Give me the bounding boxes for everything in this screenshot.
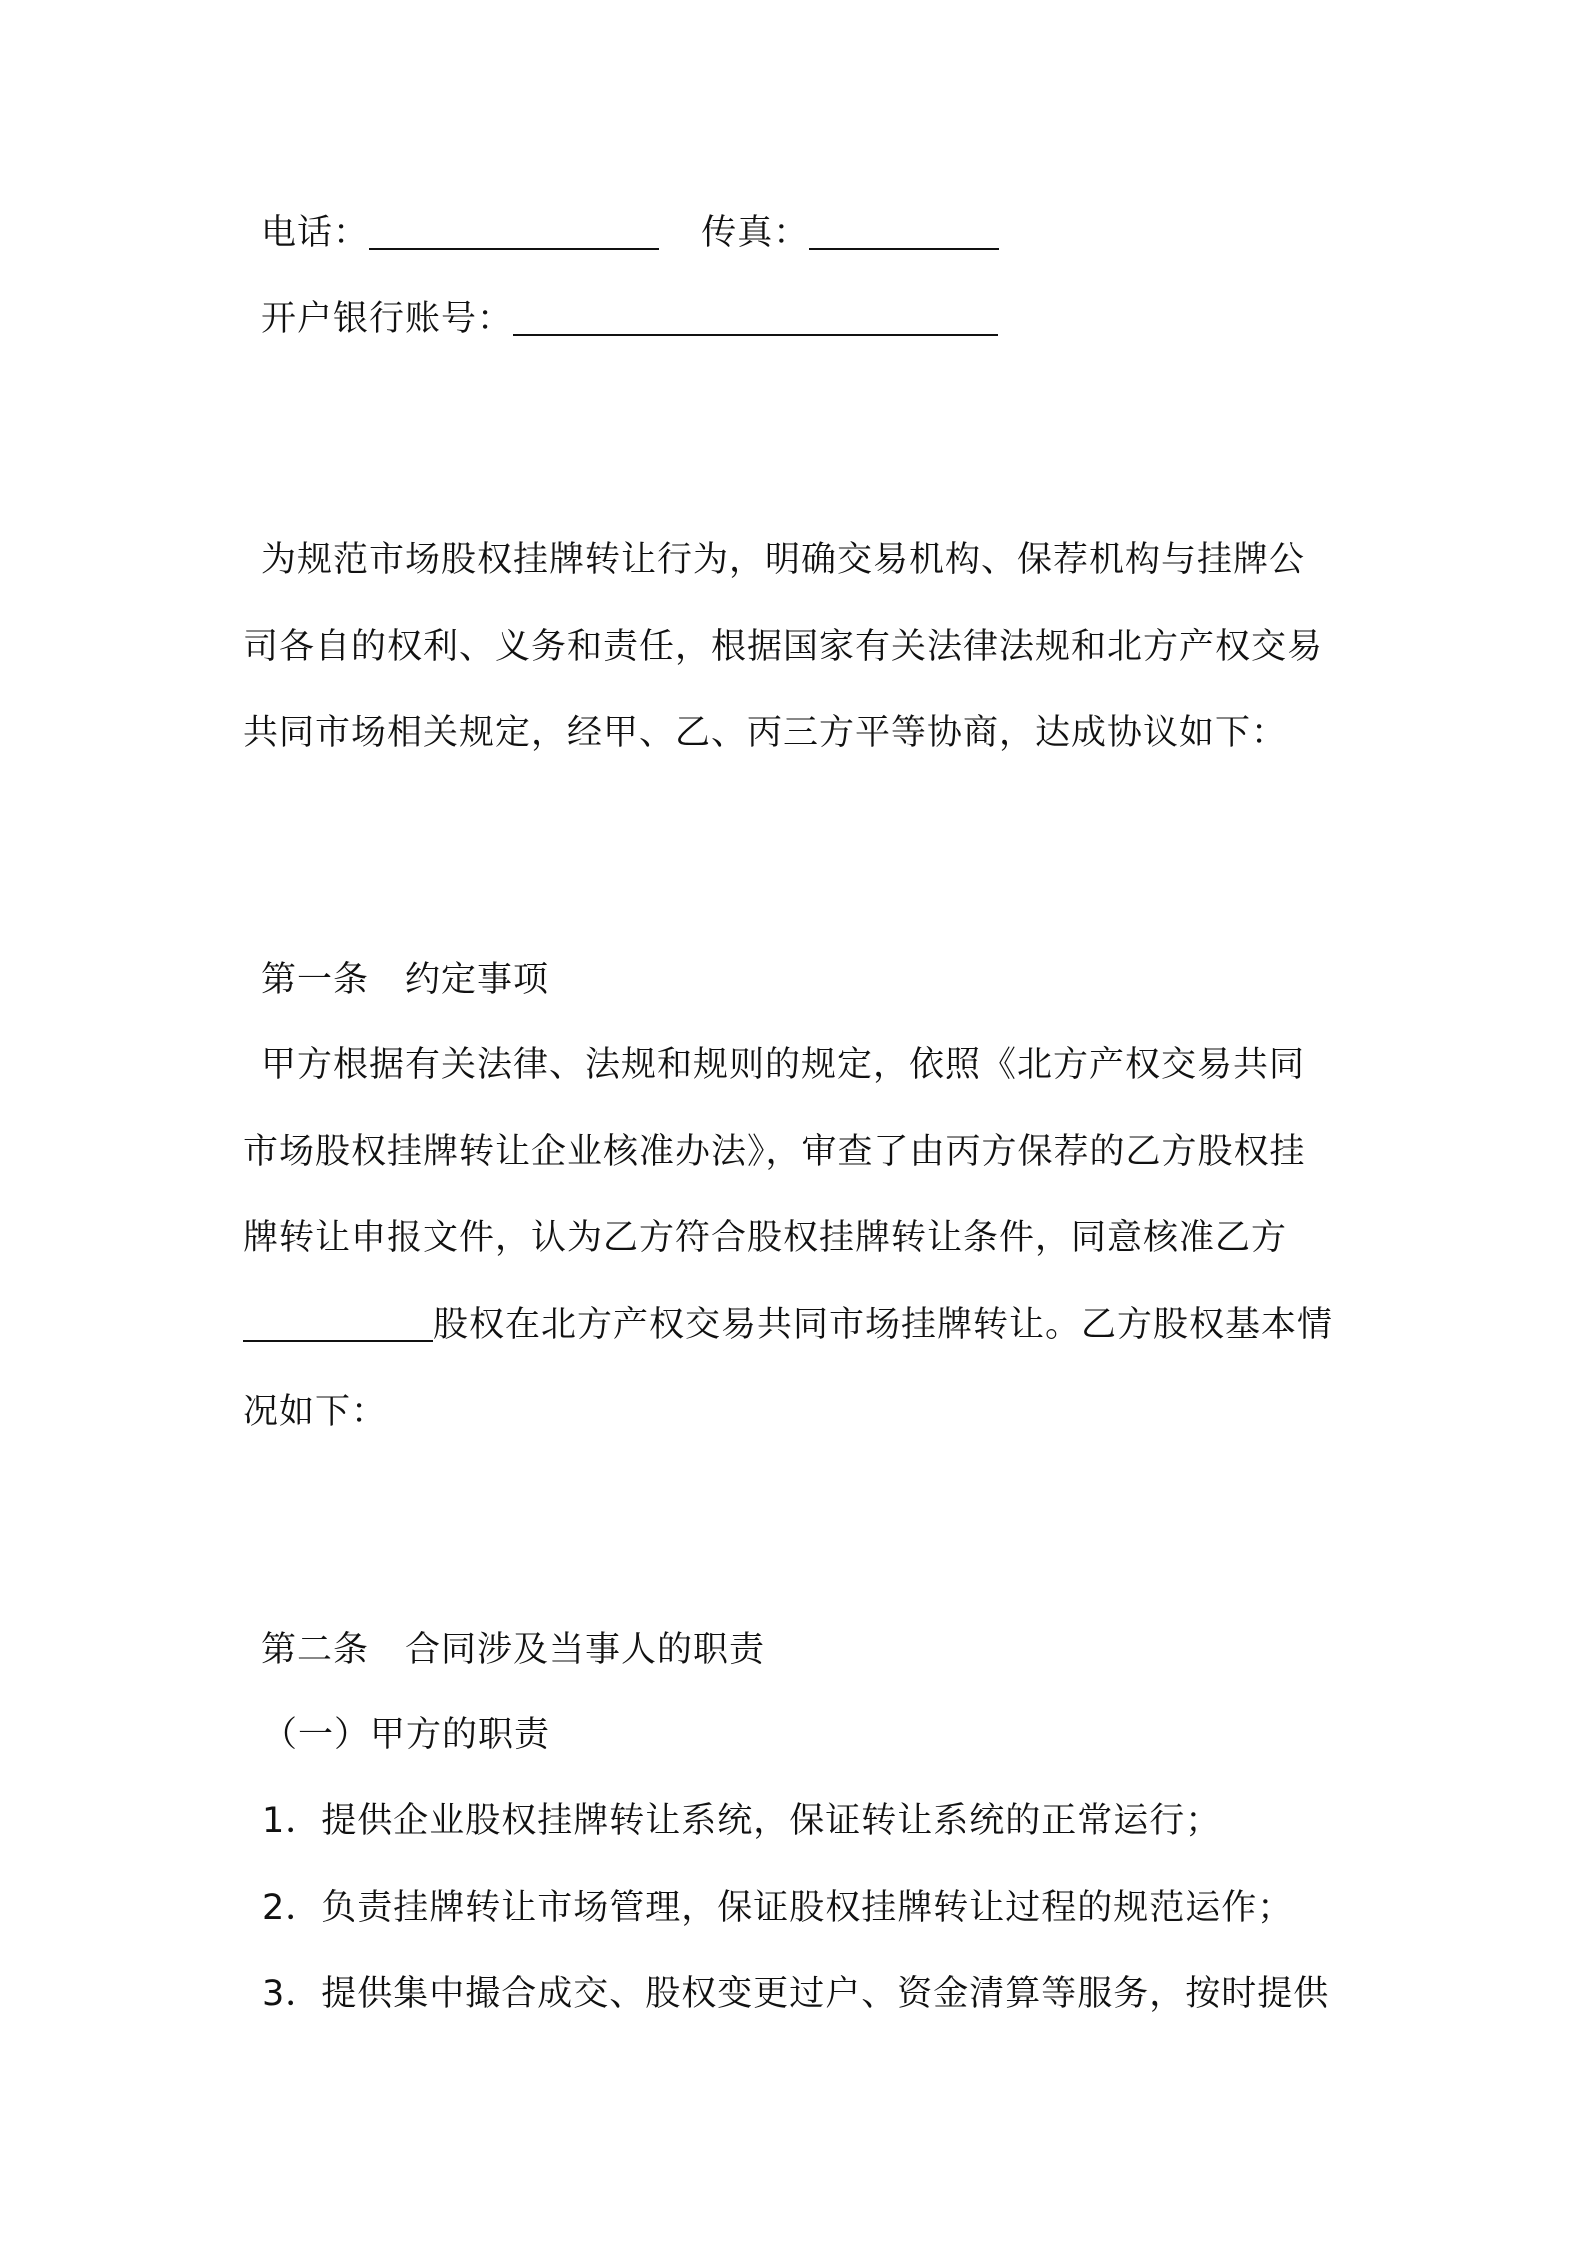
bank-blank <box>513 304 998 336</box>
preamble-line-2: 司各自的权利、义务和责任，根据国家有关法律法规和北方产权交易 <box>243 627 1324 667</box>
article-2-subtitle: （一）甲方的职责 <box>262 1715 551 1755</box>
fax-label: 传真： <box>701 213 810 253</box>
article-2-item-1: 1．提供企业股权挂牌转让系统，保证转让系统的正常运行； <box>262 1801 1222 1841</box>
share-blank <box>243 1310 433 1342</box>
preamble-line-3: 共同市场相关规定，经甲、乙、丙三方平等协商，达成协议如下： <box>243 713 1288 753</box>
article-1-line-4 <box>243 1300 1353 1350</box>
article-1-line-2: 市场股权挂牌转让企业核准办法》，审查了由丙方保荐的乙方股权挂 <box>243 1132 1306 1172</box>
article-2-item-3: 3．提供集中撮合成交、股权变更过户、资金清算等服务，按时提供 <box>262 1974 1330 2014</box>
bank-label: 开户银行账号： <box>261 299 514 339</box>
fax-blank <box>809 218 999 250</box>
phone-label: 电话： <box>261 213 370 253</box>
article-1-title: 第一条 约定事项 <box>261 960 550 1000</box>
article-2-item-2: 2．负责挂牌转让市场管理，保证股权挂牌转让过程的规范运作； <box>262 1888 1294 1928</box>
bank-account-line <box>261 294 998 344</box>
preamble-line-1: 为规范市场股权挂牌转让行为，明确交易机构、保荐机构与挂牌公 <box>261 540 1306 580</box>
phone-blank <box>369 218 659 250</box>
article-1-line-1: 甲方根据有关法律、法规和规则的规定，依照《北方产权交易共同 <box>261 1045 1306 1085</box>
article-1-line-4-text: 股权在北方产权交易共同市场挂牌转让。乙方股权基本情 <box>433 1305 1334 1345</box>
phone-fax-line <box>261 208 999 258</box>
article-2-title: 第二条 合同涉及当事人的职责 <box>261 1630 766 1670</box>
article-1-line-5: 况如下： <box>243 1392 388 1432</box>
article-1-line-3: 牌转让申报文件，认为乙方符合股权挂牌转让条件，同意核准乙方 <box>243 1218 1288 1258</box>
